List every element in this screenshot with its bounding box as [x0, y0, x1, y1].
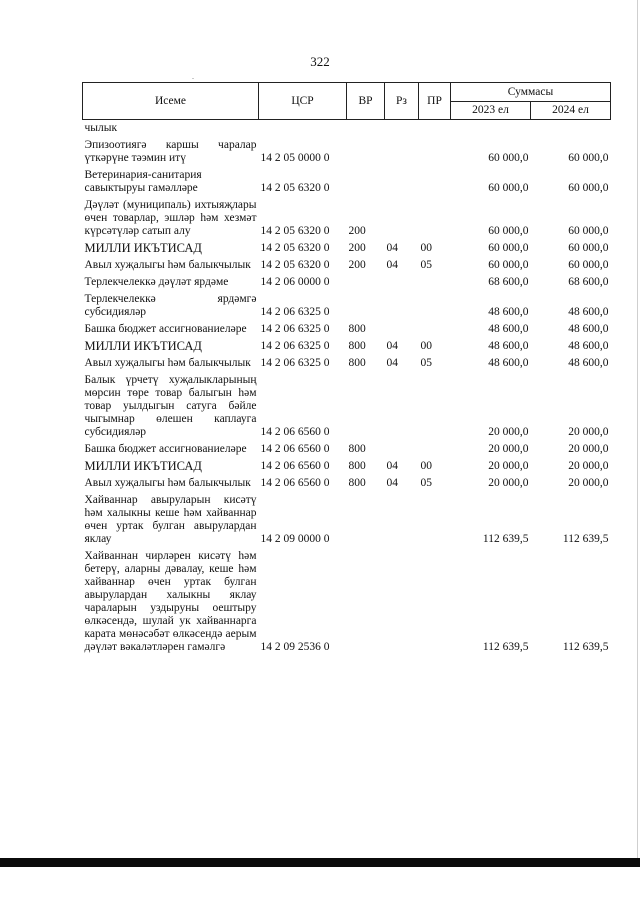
row-sum-2024: 60 000,0	[568, 242, 609, 254]
row-vr-code: 200	[348, 225, 366, 237]
row-csr-code: 14 2 06 6325 0	[260, 323, 330, 335]
row-sum-2023: 48 600,0	[488, 323, 529, 335]
row-pr-code	[419, 492, 451, 548]
header-year-2023: 2023 ел	[451, 102, 531, 120]
row-sum-2024: 60 000,0	[568, 152, 609, 164]
row-rz-code: 04	[386, 340, 398, 352]
row-sum-2023: 20 000,0	[488, 460, 529, 472]
page-number: 322	[310, 54, 330, 69]
row-name: Ветеринария-санитария савыктыруы гамәлләре	[84, 169, 202, 194]
row-name: Башка бюджет ассигнованиеләре	[84, 443, 247, 455]
table-row	[83, 458, 611, 475]
row-csr-code: 14 2 05 6320 0	[260, 225, 330, 237]
page-edge-line	[637, 0, 638, 858]
row-vr-code: 800	[348, 323, 366, 335]
header-name: Исеме	[83, 83, 259, 120]
table-row	[83, 372, 611, 441]
header-csr: ЦСР	[259, 83, 347, 120]
row-sum-2024: 60 000,0	[568, 259, 609, 271]
header-vr: ВР	[347, 83, 385, 120]
row-pr-code	[419, 441, 451, 458]
row-pr-code	[419, 167, 451, 197]
row-csr-code: 14 2 09 2536 0	[260, 641, 330, 653]
row-name: Балык үрчетү хуҗалыкларының мөрсин төре товар балыгын һәм товар уылдыгын сатуга бәйле чыгымнар өлешен каплауга субсидияләр	[84, 374, 257, 438]
row-pr-code: 05	[420, 357, 432, 369]
row-sum-2024: 20 000,0	[568, 443, 609, 455]
row-vr-code	[347, 137, 385, 167]
row-pr-code	[419, 137, 451, 167]
row-sum-2024: 112 639,5	[562, 641, 609, 653]
row-csr-code: 14 2 06 6325 0	[260, 306, 330, 318]
row-vr-code	[347, 291, 385, 321]
row-rz-code	[385, 120, 419, 138]
row-vr-code: 200	[348, 259, 366, 271]
row-name: МИЛЛИ ИКЪТИСАД	[84, 241, 202, 255]
row-sum-2024	[531, 120, 611, 138]
row-sum-2023: 60 000,0	[488, 225, 529, 237]
budget-table	[82, 82, 611, 656]
row-rz-code	[385, 548, 419, 656]
row-csr-code: 14 2 06 6560 0	[260, 426, 330, 438]
row-vr-code: 800	[348, 460, 366, 472]
row-sum-2024: 48 600,0	[568, 357, 609, 369]
row-sum-2023: 68 600,0	[488, 276, 529, 288]
row-sum-2024: 20 000,0	[568, 460, 609, 472]
row-name: Эпизоотиягә каршы чаралар үткәрүне тәэмин итү	[84, 139, 257, 164]
row-rz-code	[385, 274, 419, 291]
row-csr-code: 14 2 06 0000 0	[260, 276, 330, 288]
table-body	[83, 120, 611, 657]
table-row	[83, 492, 611, 548]
table-header	[83, 83, 611, 120]
row-rz-code: 04	[386, 477, 398, 489]
table-row	[83, 355, 611, 372]
table-row	[83, 257, 611, 274]
table-row	[83, 338, 611, 355]
row-sum-2023: 20 000,0	[488, 443, 529, 455]
table-row	[83, 197, 611, 240]
row-csr-code: 14 2 06 6560 0	[260, 443, 330, 455]
row-sum-2024: 48 600,0	[568, 340, 609, 352]
row-name: Авыл хуҗалыгы һәм балыкчылык	[84, 357, 251, 369]
row-sum-2024: 112 639,5	[562, 533, 609, 545]
row-sum-2023: 20 000,0	[488, 477, 529, 489]
row-csr-code: 14 2 09 0000 0	[260, 533, 330, 545]
row-sum-2024: 48 600,0	[568, 306, 609, 318]
row-rz-code: 04	[386, 460, 398, 472]
table-row	[83, 321, 611, 338]
row-pr-code: 05	[420, 477, 432, 489]
row-csr-code: 14 2 05 6320 0	[260, 182, 330, 194]
row-sum-2024: 20 000,0	[568, 426, 609, 438]
row-sum-2023: 48 600,0	[488, 306, 529, 318]
row-csr-code: 14 2 06 6325 0	[260, 340, 330, 352]
row-sum-2023: 20 000,0	[488, 426, 529, 438]
row-rz-code: 04	[386, 242, 398, 254]
row-sum-2023: 48 600,0	[488, 357, 529, 369]
table-row	[83, 120, 611, 138]
row-vr-code	[347, 120, 385, 138]
row-rz-code	[385, 137, 419, 167]
row-sum-2024: 60 000,0	[568, 182, 609, 194]
row-name: МИЛЛИ ИКЪТИСАД	[84, 339, 202, 353]
header-rz: Рз	[385, 83, 419, 120]
row-pr-code	[419, 372, 451, 441]
row-pr-code	[419, 291, 451, 321]
row-csr-code: 14 2 05 6320 0	[260, 259, 330, 271]
row-vr-code: 800	[348, 443, 366, 455]
row-csr-code: 14 2 05 6320 0	[260, 242, 330, 254]
row-name: Авыл хуҗалыгы һәм балыкчылык	[84, 477, 251, 489]
row-pr-code	[419, 321, 451, 338]
row-sum-2023: 60 000,0	[488, 182, 529, 194]
table-row	[83, 291, 611, 321]
row-pr-code	[419, 274, 451, 291]
row-name: Башка бюджет ассигнованиеләре	[84, 323, 247, 335]
header-year-2024: 2024 ел	[531, 102, 611, 120]
row-vr-code	[347, 372, 385, 441]
row-rz-code	[385, 321, 419, 338]
row-sum-2024: 68 600,0	[568, 276, 609, 288]
row-name: чылык	[84, 122, 118, 134]
row-sum-2023: 48 600,0	[488, 340, 529, 352]
row-csr-code: 14 2 05 0000 0	[260, 152, 330, 164]
row-name: Авыл хуҗалыгы һәм балыкчылык	[84, 259, 251, 271]
row-csr-code: 14 2 06 6560 0	[260, 460, 330, 472]
table-row	[83, 137, 611, 167]
row-sum-2024: 20 000,0	[568, 477, 609, 489]
row-name: Хайваннар авыруларын кисәтү һәм халыкны кеше һәм хайваннар өчен уртак булган авырулардан яклау	[84, 494, 257, 545]
table-row	[83, 441, 611, 458]
row-rz-code	[385, 167, 419, 197]
row-name: Хайваннан чирләрен кисәтү һәм бетерү, аларны дәвалау, кеше һәм хайваннар өчен уртак булган авырулардан халыкны яклау чараларын уздыруны оештыру өлкәсендә, шулай ук хайваннарга карата мөнәсәбәт өлкәсендә аерым дәүләт вәкаләтләрен гамәлгә	[84, 550, 257, 653]
row-vr-code	[347, 167, 385, 197]
row-pr-code: 05	[420, 259, 432, 271]
row-vr-code	[347, 492, 385, 548]
row-rz-code	[385, 492, 419, 548]
row-vr-code	[347, 548, 385, 656]
row-pr-code	[419, 120, 451, 138]
row-name: МИЛЛИ ИКЪТИСАД	[84, 459, 202, 473]
table-row	[83, 548, 611, 656]
row-vr-code	[347, 274, 385, 291]
row-pr-code: 00	[420, 340, 432, 352]
row-vr-code: 800	[348, 340, 366, 352]
row-pr-code: 00	[420, 242, 432, 254]
row-rz-code	[385, 197, 419, 240]
row-csr-code	[259, 120, 347, 138]
row-rz-code	[385, 372, 419, 441]
scan-mark: .	[192, 72, 194, 81]
row-name: Терлекчелеккә ярдәмгә субсидияләр	[84, 293, 257, 318]
row-rz-code	[385, 441, 419, 458]
row-sum-2023	[451, 120, 531, 138]
row-sum-2023: 60 000,0	[488, 259, 529, 271]
row-sum-2023: 60 000,0	[488, 242, 529, 254]
row-sum-2023: 112 639,5	[482, 533, 529, 545]
header-pr: ПР	[419, 83, 451, 120]
row-pr-code: 00	[420, 460, 432, 472]
row-vr-code: 800	[348, 477, 366, 489]
header-sums: Суммасы	[451, 83, 611, 102]
row-vr-code: 200	[348, 242, 366, 254]
row-sum-2024: 60 000,0	[568, 225, 609, 237]
row-sum-2023: 112 639,5	[482, 641, 529, 653]
table-row	[83, 240, 611, 257]
row-pr-code	[419, 548, 451, 656]
table-row	[83, 274, 611, 291]
row-csr-code: 14 2 06 6560 0	[260, 477, 330, 489]
row-csr-code: 14 2 06 6325 0	[260, 357, 330, 369]
row-name: Терлекчелеккә дәүләт ярдәме	[84, 276, 229, 288]
row-rz-code: 04	[386, 259, 398, 271]
row-rz-code	[385, 291, 419, 321]
scan-bottom-bar	[0, 858, 640, 867]
table-row	[83, 475, 611, 492]
row-rz-code: 04	[386, 357, 398, 369]
row-name: Дәүләт (муниципаль) ихтыяҗлары өчен товарлар, эшләр һәм хезмәт күрсәтүләр сатып алу	[84, 199, 257, 237]
row-sum-2024: 48 600,0	[568, 323, 609, 335]
row-vr-code: 800	[348, 357, 366, 369]
row-sum-2023: 60 000,0	[488, 152, 529, 164]
table-row	[83, 167, 611, 197]
row-pr-code	[419, 197, 451, 240]
